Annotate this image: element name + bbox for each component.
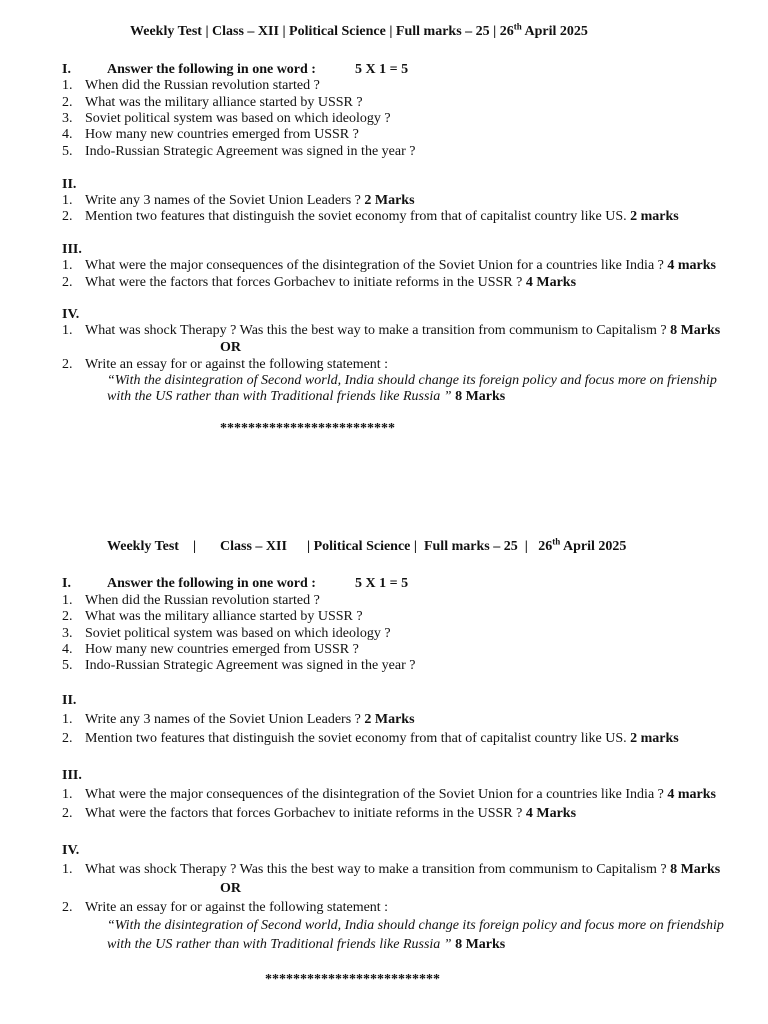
essay-quote: “With the disintegration of Second world, India should change its foreign policy and focus more on frienship: [107, 373, 717, 388]
marks-label: 4 marks: [667, 787, 716, 802]
marks-label: 2 marks: [630, 209, 679, 224]
section-roman: I.: [62, 62, 71, 77]
or-label: OR: [220, 881, 241, 896]
section-heading: Answer the following in one word :: [107, 576, 316, 591]
marks-label: 8 Marks: [670, 862, 721, 877]
section-marks: 5 X 1 = 5: [355, 62, 409, 77]
marks-label: 8 Marks: [455, 389, 506, 404]
essay-quote: with the US rather than with Traditional friends like Russia ” 8 Marks: [107, 389, 506, 404]
end-separator: *************************: [220, 421, 395, 436]
section-roman: III.: [62, 242, 82, 257]
section-roman: II.: [62, 177, 77, 192]
marks-label: 8 Marks: [670, 323, 721, 338]
section-marks: 5 X 1 = 5: [355, 576, 409, 591]
marks-label: 2 Marks: [364, 193, 415, 208]
section-roman: I.: [62, 576, 71, 591]
marks-label: 2 marks: [630, 731, 679, 746]
end-separator: *************************: [265, 972, 440, 987]
marks-label: 4 Marks: [525, 806, 577, 821]
section-roman: II.: [62, 693, 77, 708]
marks-label: 4 Marks: [525, 275, 577, 290]
marks-label: 2 Marks: [364, 712, 415, 727]
marks-label: 4 marks: [667, 258, 716, 273]
page-title-class: Class – XII: [220, 539, 287, 554]
page-title: Weekly Test | Class – XII | Political Science | Full marks – 25 | 26th April 2025: [130, 21, 588, 39]
or-label: OR: [220, 340, 241, 355]
marks-label: 8 Marks: [455, 937, 506, 952]
section-roman: III.: [62, 768, 82, 783]
essay-quote: with the US rather than with Traditional friends like Russia ” 8 Marks: [107, 937, 506, 952]
section-heading: Answer the following in one word :: [107, 62, 316, 77]
page-title-subject: | Political Science | Full marks – 25 | 26th April 2025: [307, 536, 627, 554]
section-roman: IV.: [62, 843, 80, 858]
essay-quote: “With the disintegration of Second world, India should change its foreign policy and focus more on friendship: [107, 918, 724, 933]
section-roman: IV.: [62, 307, 80, 322]
page-title: Weekly Test |: [107, 539, 197, 554]
